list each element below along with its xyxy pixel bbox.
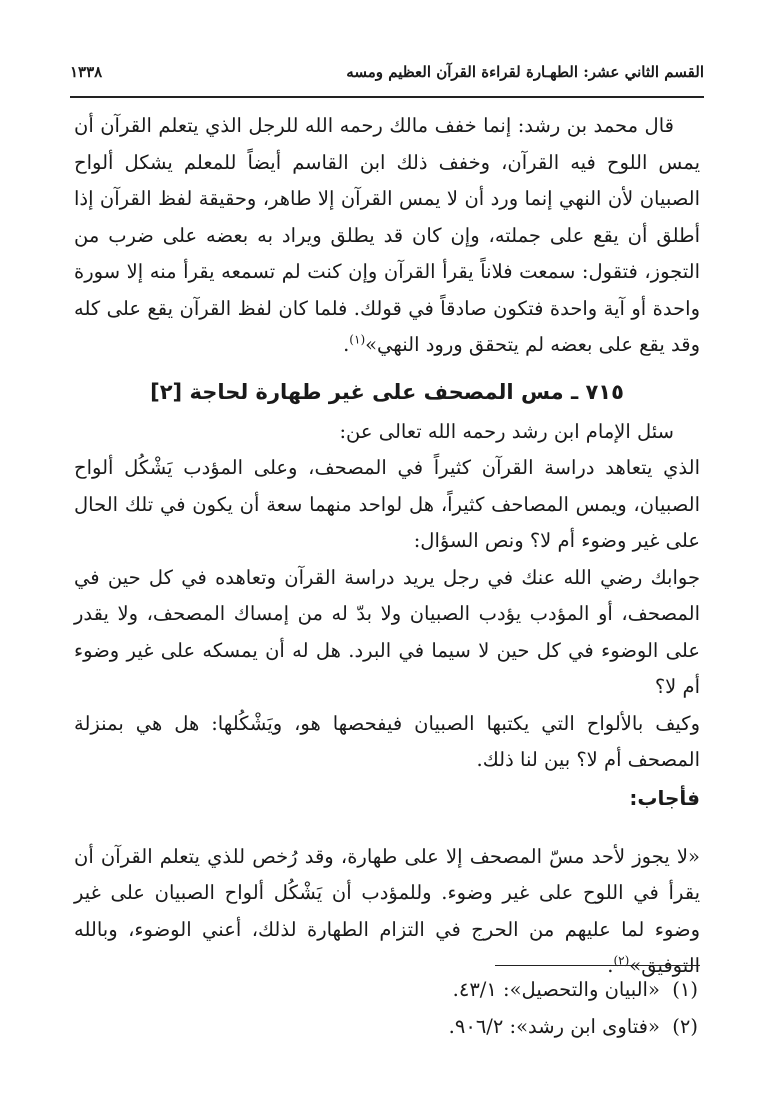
footnote-rule — [495, 965, 700, 966]
section-heading: ٧١٥ ـ مس المصحف على غير طهارة لحاجة [٢] — [150, 379, 624, 404]
footnote-text: «البيان والتحصيل»: ٤٣/١. — [452, 978, 660, 1001]
period: . — [343, 333, 350, 356]
footnote-number: (١) — [672, 978, 698, 1001]
commentary-paragraph — [74, 108, 700, 364]
footnote-ref-2: (٢) — [613, 953, 630, 968]
answer-label: فأجاب: — [629, 785, 700, 810]
page-number: ١٣٣٨ — [70, 63, 103, 81]
footnote-ref-1: (١) — [349, 332, 366, 347]
answer-text: «لا يجوز لأحد مسّ المصحف إلا على طهارة، وقد رُخص للذي يتعلم القرآن أن يقرأ في اللوح على غير وضوء. وللمؤدب أن يَشْكُل ألواح الصبيان على غير وضوء لما عليهم من الحرج في التزام الطهارة لذلك، أعني الوضوء، وبالله التوفيق» — [74, 844, 700, 977]
period: . — [607, 954, 614, 977]
question-text: الذي يتعاهد دراسة القرآن كثيراً في المصحف، وعلى المؤدب يَشْكُل ألواح الصبيان، ويمس المصاحف كثيراً، هل لواحد منهما سعة أن يكون في تلك الحال على غير وضوء أم لا؟ ونص السؤال: — [74, 456, 700, 552]
header-rule — [70, 96, 704, 98]
footnote-text: «فتاوى ابن رشد»: ٩٠٦/٢. — [448, 1014, 660, 1038]
footnote-number: (٢) — [672, 1014, 698, 1038]
answer-paragraph — [74, 839, 700, 985]
commentary-text: قال محمد بن رشد: إنما خفف مالك رحمه الله للرجل الذي يتعلم القرآن أن يمس اللوح فيه القرآن، وخفف ذلك ابن القاسم أيضاً للمعلم يشكل ألواح الصبيان لأن النهي إنما ورد أن لا يمس القرآن إلا طاهر، وحقيقة لفظ القرآن إذا أطلق أن يقع على جملته، وإن كان قد يطلق ويراد به بعضه على ضرب من التجوز، فتقول: سمعت فلاناً يقرأ القرآن وإن كنت لم تسمعه يقرأ منه إلا سورة واحدة أو آية واحدة فتكون صادقاً في قولك. فلما كان لفظ القرآن يقع على كله وقد يقع على بعضه لم يتحقق ورود النهي» — [74, 114, 700, 356]
page-header — [70, 58, 704, 86]
page-body — [74, 108, 700, 985]
question-quote-2: وكيف بالألواح التي يكتبها الصبيان فيفحصها هو، ويَشْكُلها: هل هي بمنزلة المصحف أم لا؟ بين لنا ذلك. — [74, 711, 700, 771]
question-quote-1: جوابك رضي الله عنك في رجل يريد دراسة القرآن وتعاهده في كل حين في المصحف، أو المؤدب يؤدب الصبيان ولا بدّ له من إمساك المصحف، ولا يقدر على الوضوء في كل حين لا سيما في البرد. هل له أن يمسكه على غير وضوء أم لا؟ — [74, 565, 700, 698]
footnotes — [74, 972, 698, 1045]
question-intro: سئل الإمام ابن رشد رحمه الله تعالى عن: — [339, 419, 674, 443]
footnote-1 — [74, 972, 698, 1009]
running-title: القسم الثاني عشر: الطهـارة لقراءة القرآن العظيم ومسه — [346, 63, 704, 81]
footnote-2 — [74, 1009, 698, 1046]
